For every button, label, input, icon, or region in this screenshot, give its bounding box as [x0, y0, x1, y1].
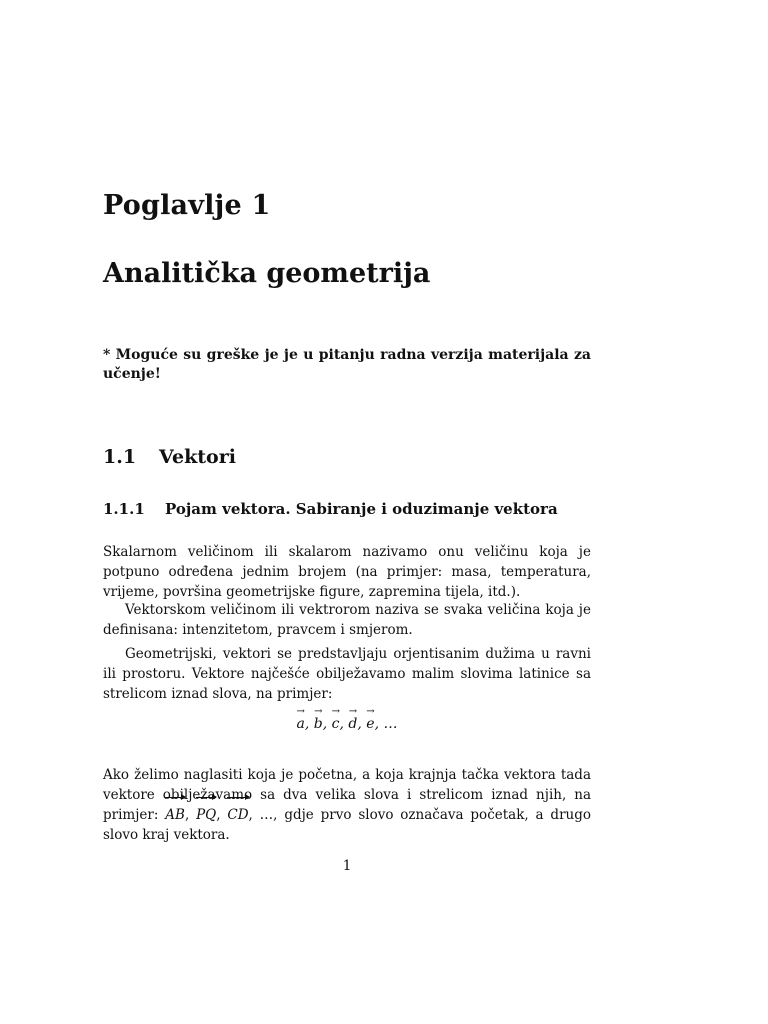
paragraph-endpoints-end: gdje prvo slovo označava početak, a drugo slovo kraj vektora.: [103, 807, 591, 843]
vector-a: → a: [296, 706, 305, 732]
vector-d: → d: [348, 706, 358, 732]
subsection-number: 1.1.1: [103, 500, 145, 518]
section-number: 1.1: [103, 446, 137, 468]
paragraph-geometric: Geometrijski, vektori se predstavljaju orjentisanim dužima u ravni ili prostoru. Vektore najčešće obilježavamo malim slovima latinice sa strelicom iznad slova, na primjer:: [103, 646, 591, 702]
page-number: 1: [342, 858, 352, 874]
vector-c: → c: [331, 706, 341, 732]
vector-PQ: PQ: [196, 805, 216, 825]
vector-AB: AB: [165, 805, 185, 825]
paragraph-scalar: Skalarnom veličinom ili skalarom nazivamo onu veličinu koja je potpuno određena jednim brojem (na primjer: masa, temperatura, vrijeme, površina geometrijske figure, zapremina tijela, itd.).: [103, 544, 591, 600]
chapter-label: Poglavlje 1: [103, 190, 271, 221]
paragraph-endpoints-start: Ako želimo naglasiti koja je početna, a koja krajnja tačka vektora tada vektore obilježavamo sa dva velika slova i strelicom iznad njih, na primjer:: [103, 767, 591, 823]
draft-note: * Moguće su greške je je u pitanju radna verzija materijala za učenje!: [103, 347, 591, 382]
paragraph-endpoints: Ako želimo naglasiti koja je početna, a koja krajnja tačka vektora tada vektore obilježavamo sa dva velika slova i strelicom iznad njih, na primjer: AB, PQ, CD, …, gdje prvo slovo označava početak, a drugo slovo kraj vektora.: [103, 767, 591, 843]
section-heading: [103, 446, 236, 468]
vector-CD: CD: [227, 805, 248, 825]
endpoint-list-ellipsis: …,: [259, 807, 278, 823]
subsection-title: Pojam vektora. Sabiranje i oduzimanje vektora: [165, 500, 558, 518]
section-title: Vektori: [159, 446, 236, 468]
vector-list-formula: → a, → b, → c, → d, → e, …: [296, 706, 398, 732]
chapter-title: Analitička geometrija: [103, 258, 431, 289]
vector-b: → b: [313, 706, 323, 732]
subsection-heading: [103, 500, 558, 518]
vector-e: → e: [366, 706, 375, 732]
vector-list-ellipsis: …: [383, 716, 398, 732]
paragraph-vector: Vektorskom veličinom ili vektrorom naziva se svaka veličina koja je definisana: intenzitetom, pravcem i smjerom.: [103, 602, 591, 638]
